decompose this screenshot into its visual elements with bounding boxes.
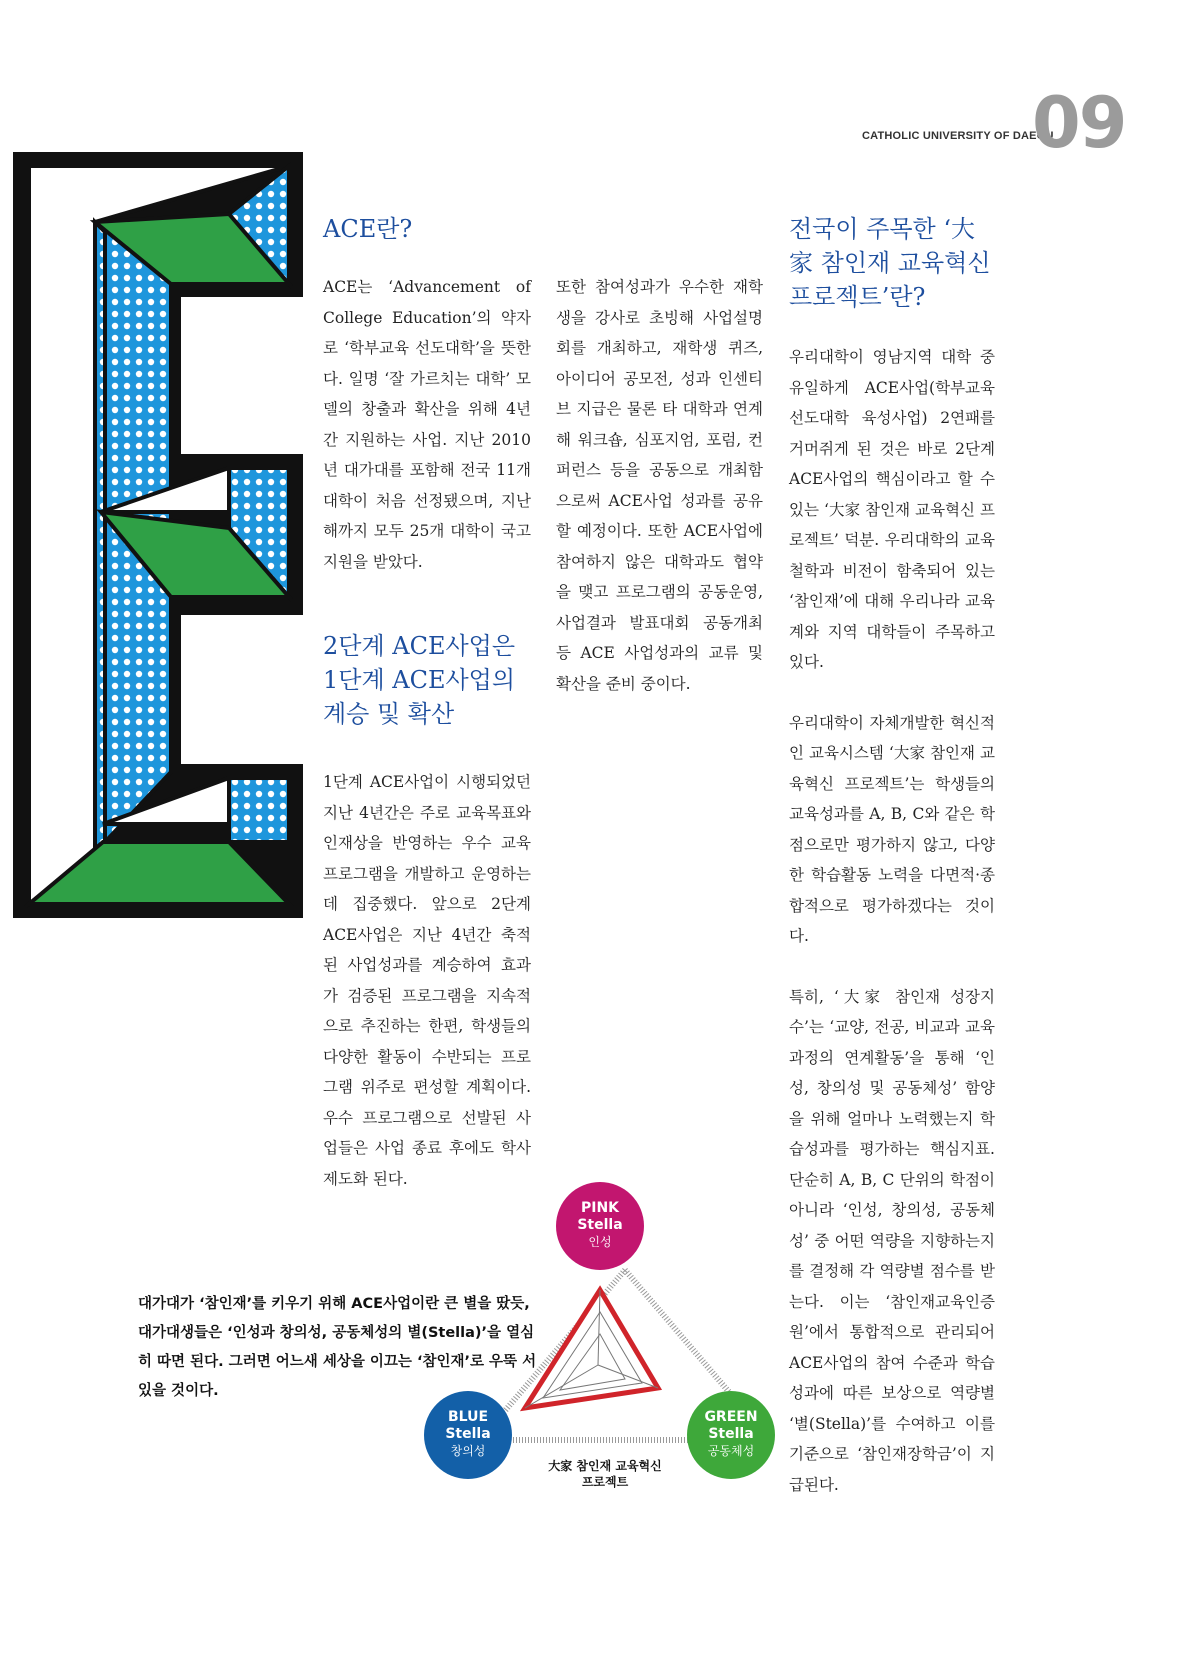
pink-line2: Stella — [577, 1217, 623, 1233]
paragraph-project-system: 우리대학이 자체개발한 혁신적인 교육시스템 ‘大家 참인재 교육혁신 프로젝트’는 학생들의 교육성과를 A, B, C와 같은 학점으로만 평가하지 않고, 다양한 학습활동 노력을 다면적·종합적으로 평가하겠다는 것이다. — [789, 713, 995, 945]
blue-stella-circle — [424, 1391, 512, 1479]
column-2 — [556, 272, 763, 699]
paragraph-ace-stage2: 1단계 ACE사업이 시행되었던 지난 4년간은 주로 교육목표와 인재상을 반영하는 우수 교육프로그램을 개발하고 운영하는 데 집중했다. 앞으로 2단계 ACE사업은 지난 4년간 축적된 사업성과를 계승하여 효과가 검증된 프로그램을 지속적으로 추진하는 한편, 학생들의 다양한 활동이 수반되는 프로그램 위주로 편성할 계획이다. 우수 프로그램으로 선발된 사업들은 사업 종료 후에도 학사제도화 된다. — [323, 773, 531, 1188]
pink-line3: 인성 — [588, 1235, 612, 1249]
stella-diagram — [440, 1200, 840, 1650]
heading-ace: ACE란? — [323, 215, 413, 243]
pink-line1: PINK — [580, 1200, 620, 1216]
blue-line2: Stella — [445, 1426, 491, 1442]
decorative-letter-e — [13, 152, 319, 966]
green-line3: 공동체성 — [707, 1444, 755, 1458]
column-1 — [323, 212, 531, 1194]
project-label-line2: 프로젝트 — [581, 1475, 629, 1489]
university-name: CATHOLIC UNIVERSITY OF DAEGU — [862, 130, 1054, 142]
page-number: 09 — [1032, 82, 1126, 164]
paragraph-project-index: 특히, ‘大家 참인재 성장지수’는 ‘교양, 전공, 비교과 교육과정의 연계활동’을 통해 ‘인성, 창의성 및 공동체성’ 함양을 위해 얼마나 노력했는지 학습성과를 평가하는 핵심지표. 단순히 A, B, C 단위의 학점이 아니라 ‘인성, 창의성, 공동체성’ 중 어떤 역량을 지향하는지를 결정해 각 역량별 점수를 받는다. 이는 ‘참인재교육인증원’에서 통합적으로 관리되어 ACE사업의 참여 수준과 학습성과에 따른 보상으로 역량별 ‘별(Stella)’를 수여하고 이를 기준으로 ‘참인재장학금’이 지급된다. — [789, 987, 995, 1494]
project-label-line1: 大家 참인재 교육혁신 — [548, 1459, 662, 1473]
paragraph-project-intro: 우리대학이 영남지역 대학 중 유일하게 ACE사업(학부교육 선도대학 육성사업) 2연패를 거머쥐게 된 것은 바로 2단계 ACE사업의 핵심이라고 할 수 있는 ‘大家 참인재 교육혁신 프로젝트’ 덕분. 우리대학의 교육철학과 비전이 함축되어 있는 ‘참인재’에 대해 우리나라 교육계와 지역 대학들이 주목하고 있다. — [789, 348, 995, 671]
pink-stella-circle — [556, 1182, 644, 1270]
heading-ace-stage2: 2단계 ACE사업은 1단계 ACE사업의 계승 및 확산 — [323, 632, 516, 728]
heading-daega-project: 전국이 주목한 ‘大家 참인재 교육혁신 프로젝트’란? — [789, 215, 991, 311]
green-line1: GREEN — [704, 1409, 758, 1425]
paragraph-ace-outcomes: 또한 참여성과가 우수한 재학생을 강사로 초빙해 사업설명회를 개최하고, 재학생 퀴즈, 아이디어 공모전, 성과 인센티브 지급은 물론 타 대학과 연계해 워크숍, 심포지엄, 포럼, 컨퍼런스 등을 공동으로 개최함으로써 ACE사업 성과를 공유할 예정이다. 또한 ACE사업에 참여하지 않은 대학과도 협약을 맺고 프로그램의 공동운영, 사업결과 발표대회 공동개최 등 ACE 사업성과의 교류 및 확산을 준비 중이다. — [556, 278, 763, 693]
green-line2: Stella — [708, 1426, 754, 1442]
blue-line1: BLUE — [447, 1409, 489, 1425]
green-stella-circle — [687, 1391, 775, 1479]
paragraph-ace-intro: ACE는 ‘Advancement of College Education’의 약자로 ‘학부교육 선도대학’을 뜻한다. 일명 ‘잘 가르치는 대학’ 모델의 창출과 확산을 위해 4년간 지원하는 사업. 지난 2010년 대가대를 포함해 전국 11개 대학이 처음 선정됐으며, 지난해까지 모두 25개 대학이 국고지원을 받았다. — [323, 278, 531, 571]
closing-caption: 대가대가 ‘참인재’를 키우기 위해 ACE사업이란 큰 별을 땄듯, 대가대생들은 ‘인성과 창의성, 공동체성의 별(Stella)’을 열심히 따면 된다. 그러면 어느새 세상을 이끄는 ‘참인재’로 우뚝 서 있을 것이다. — [138, 1296, 537, 1399]
blue-line3: 창의성 — [450, 1444, 486, 1458]
